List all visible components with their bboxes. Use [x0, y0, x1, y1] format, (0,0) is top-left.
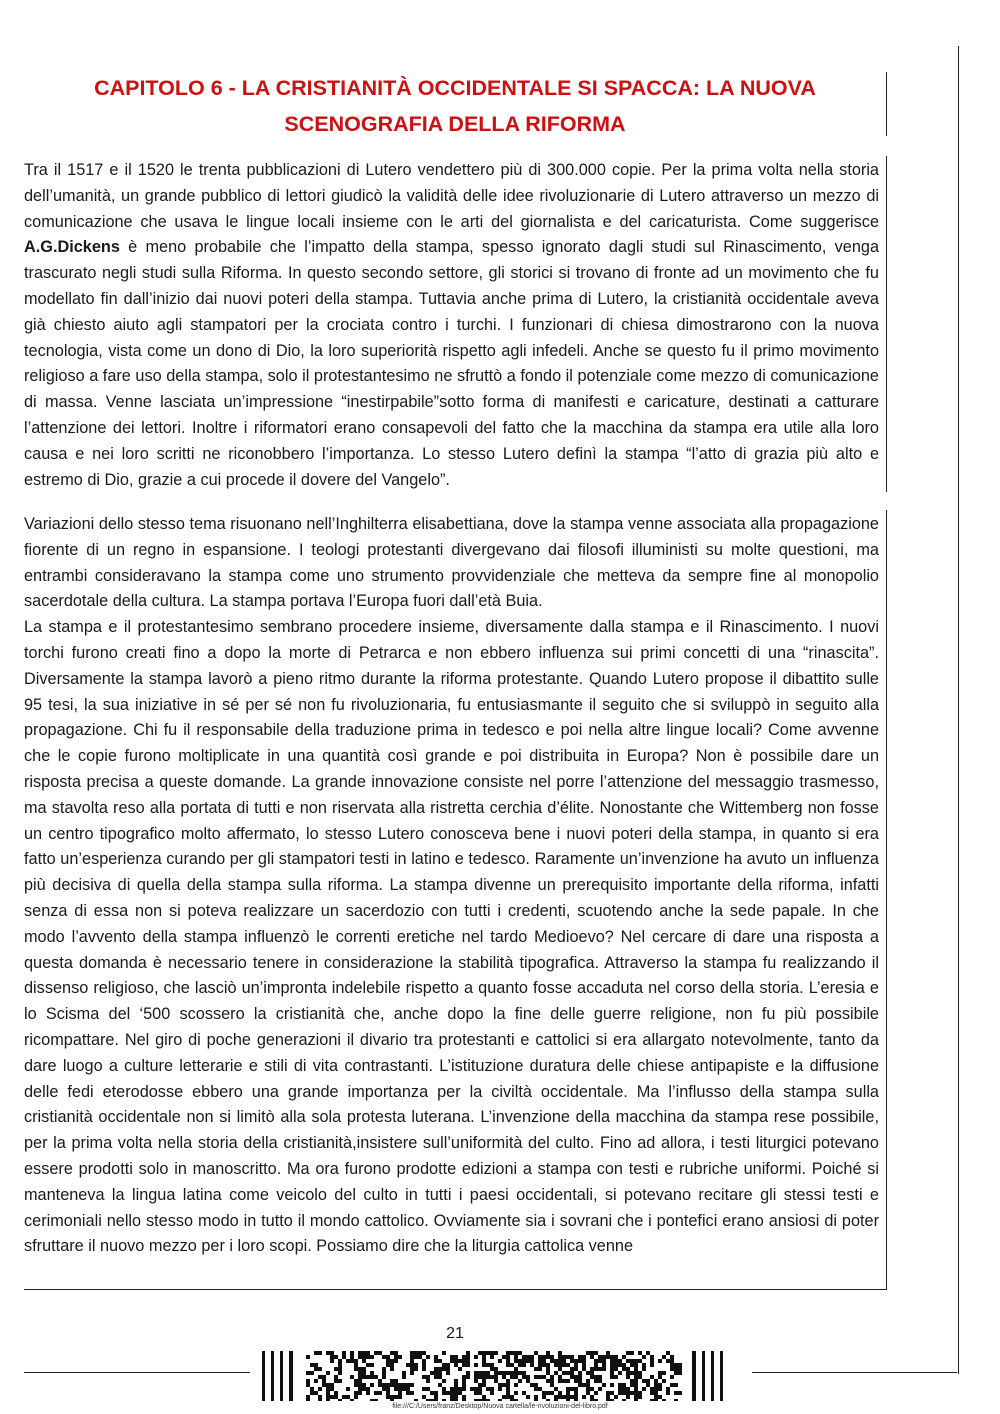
barcode-image — [262, 1351, 736, 1401]
change-bar — [886, 72, 887, 136]
footer-rule-right — [752, 1372, 957, 1373]
change-bar — [886, 156, 887, 492]
page-edge-line — [958, 46, 959, 1374]
paragraph-1-text-start: Tra il 1517 e il 1520 le trenta pubblicazioni di Lutero vendettero più di 300.000 copie. Per la prima volta nella storia dell’umanità, un grande pubblico di lettori giudicò la validità delle idee rivoluzionarie di Lutero attraverso un mezzo di comunicazione che usava le lingue locali insieme con le arti del giornalista e del caricaturista. Come suggerisce — [24, 161, 879, 231]
paragraph-2 — [24, 512, 879, 1260]
paragraph-3-text: La stampa e il protestantesimo sembrano procedere insieme, diversamente dalla stampa e il Rinascimento. I nuovi torchi furono creati fino a dopo la morte di Petrarca e non ebbero influenza sui primi concetti di una “rinascita”. Diversamente la stampa lavorò a pieno ritmo durante la riforma protestante. Quando Lutero propose il dibattito sulle 95 tesi, la sua iniziative in sé per sé non fu rivoluzionaria, fu entusiasmante il seguito che si sviluppò in seguito alla propagazione. Chi fu il responsabile della traduzione prima in tedesco e poi nella altre lingue locali? Come avvenne che le copie furono moltiplicate in una quantità così grande e poi distribuita in Europa? Non è possibile dare un risposta precisa a queste domande. La grande innovazione consiste nel porre l’attenzione del messaggio trasmesso, ma stavolta reso alla portata di tutti e non riservata alla ristretta cerchia d’élite. Nonostante che Wittemberg non fosse un centro tipografico molto affermato, lo stesso Lutero conosceva bene i nuovi poteri della stampa, in quanto si era fatto un’esperienza curando per gli stampatori testi in latino e tedesco. Raramente un’invenzione ha avuto un influenza più decisiva di quella della stampa sulla riforma. La stampa divenne un prerequisito importante della riforma, infatti senza di essa non si poteva realizzare un sacerdozio con tutti i credenti, scuotendo anche la sede papale. In che modo l’avvento della stampa influenzò le correnti eretiche nel tardo Medioevo? Nel cercare di dare una risposta a questa domanda è necessario tenere in considerazione la stabilità tipografica. Attraverso la stampa fu realizzando il dissenso religioso, che lasciò un’impronta indelebile rispetto a quanto fosse accaduta nel corso della storia. L’eresia e lo Scisma del ‘500 scossero la cristianità che, anche dopo la fine delle guerre religione, non fu più possibile ricompattare. Nel giro di poche generazioni il divario tra protestanti e cattolici si era allargato notevolmente, tanto da dare luogo a culture letterarie e stili di vita contrastanti. L’istituzione duratura delle chiese antipapiste e la diffusione delle fedi eterodosse ebbero una grande importanza per la civiltà occidentale. Ma l’influsso della stampa sulla cristianità occidentale non si limitò alla sola protesta luterana. L’invenzione della macchina da stampa rese possibile, per la prima volta nella storia della cristianità,insistere sull’uniformità del culto. Fino ad allora, i testi liturgici potevano essere prodotti solo in manoscritto. Ma ora furono prodotte edizioni a stampa con testi e rubriche uniformi. Poiché si manteneva la lingua latina come veicolo del culto in tutti i paesi occidentali, si potevano recitare gli stessi testi e cerimoniali nello stesso modo in tutto il mondo cattolico. Ovviamente sia i sovrani che i pontefici erano ansiosi di poter sfruttare il nuovo mezzo per i loro scopi. Possiamo dire che la liturgia cattolica venne — [24, 618, 879, 1256]
file-path: file:///C:/Users/franz/Desktop/Nuova cartella/le-rivoluzioni-del-libro.pdf — [392, 1403, 608, 1410]
chapter-title: CAPITOLO 6 - LA CRISTIANITÀ OCCIDENTALE SI SPACCA: LA NUOVA SCENOGRAFIA DELLA RIFORMA — [94, 76, 816, 136]
page-number: 21 — [446, 1325, 464, 1342]
paragraph-1 — [24, 158, 879, 493]
paragraph-2-text: Variazioni dello stesso tema risuonano nell’Inghilterra elisabettiana, dove la stampa venne associata alla propagazione fiorente di un regno in espansione. I teologi protestanti divergevano dai filosofi illuministi su molte questioni, ma entrambi consideravano la stampa come uno strumento provvidenziale che metteva da sempre fine al monopolio sacerdotale della cultura. La stampa portava l’Europa fuori dall’età Buia. — [24, 515, 879, 611]
footer-rule-left — [24, 1372, 250, 1373]
paragraph-1-text-end: è meno probabile che l’impatto della stampa, spesso ignorato dagli studi sul Rinascimento, venga trascurato negli studi sulla Riforma. In questo secondo settore, gli storici si trovano di fronte ad un movimento che fu modellato fin dall’inizio dai nuovi poteri della stampa. Tuttavia anche prima di Lutero, la cristianità occidentale aveva già chiesto aiuto agli stampatori per la crociata contro i turchi. I funzionari di chiesa dimostrarono con la nuova tecnologia, vista come un dono di Dio, la loro superiorità rispetto agli infedeli. Anche se questo fu il primo movimento religioso a fare uso della stampa, solo il protestantesimo ne sfruttò a fondo il potenziale come mezzo di comunicazione di massa. Venne lasciata un’impressione “inestirpabile”sotto forma di manifesti e caricature, destinati a catturare l’attenzione dei lettori. Inoltre i riformatori erano consapevoli del fatto che la macchina da stampa era utile alla loro causa e nei loro scritti ne riconobbero l’importanza. Lo stesso Lutero definì la stampa “l’atto di grazia più alto e estremo di Dio, grazie a cui procede il dovere del Vangelo”. — [24, 238, 879, 489]
author-name: A.G.Dickens — [24, 238, 120, 257]
text-bottom-rule — [24, 1289, 887, 1290]
change-bar — [886, 510, 887, 1290]
